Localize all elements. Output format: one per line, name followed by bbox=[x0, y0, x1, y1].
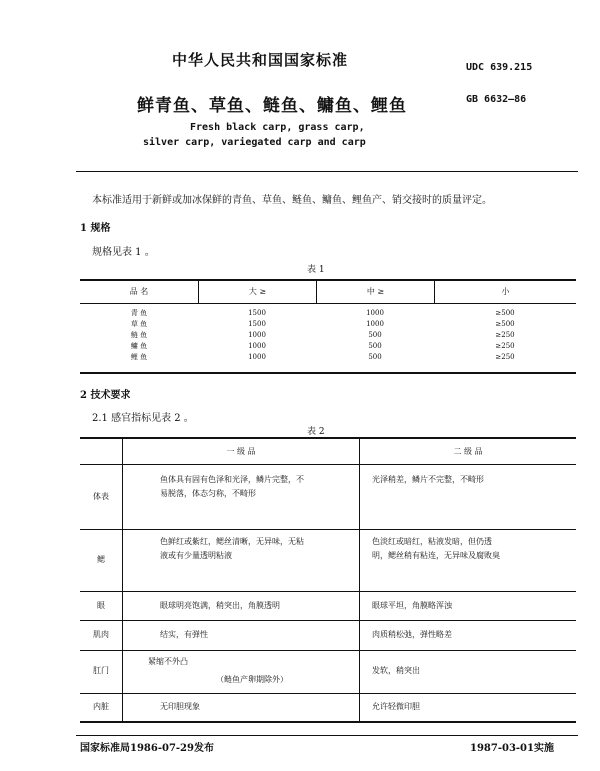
table2-hline bbox=[80, 464, 576, 465]
table2-hline bbox=[80, 650, 576, 651]
footer-effective: 1987-03-01实施 bbox=[470, 743, 554, 754]
section2-sub: 2.1 感官指标见表 2 。 bbox=[92, 413, 194, 424]
table1-bottom-rule bbox=[80, 372, 576, 374]
table-row bbox=[80, 351, 576, 362]
table2-top-rule bbox=[80, 437, 576, 439]
table1-cell: 500 bbox=[368, 341, 382, 350]
table2-grade1-text: 紧缩不外凸 bbox=[148, 657, 188, 666]
table1-top-rule bbox=[80, 279, 576, 281]
table2-item: 鳃 bbox=[97, 555, 105, 564]
gb-code: GB 6632—86 bbox=[466, 94, 527, 105]
table-row bbox=[80, 340, 576, 351]
table1-cell: 青 鱼 bbox=[130, 308, 148, 317]
table1-cell: 鳙 鱼 bbox=[130, 341, 148, 350]
table2-title: 表 2 bbox=[307, 427, 325, 437]
table2-item: 内脏 bbox=[93, 702, 109, 711]
table2-hline bbox=[80, 693, 576, 694]
table1-cell: 1000 bbox=[248, 352, 266, 361]
title-cn: 鲜青鱼、草鱼、鲢鱼、鳙鱼、鲤鱼 bbox=[137, 96, 407, 116]
table-row bbox=[80, 318, 576, 329]
table2-hline bbox=[80, 620, 576, 621]
table1-cell: 草 鱼 bbox=[130, 319, 148, 328]
table2-grade2-text: 光泽稍差，鳞片不完整，不畸形 bbox=[372, 475, 484, 484]
table2-item: 肛门 bbox=[93, 666, 109, 675]
table1-cell: 1000 bbox=[366, 319, 384, 328]
table1-cell: 500 bbox=[368, 330, 382, 339]
table2-hline bbox=[80, 591, 576, 592]
table1-cell: 1000 bbox=[248, 330, 266, 339]
table2-grade1-text: 无印胆现象 bbox=[160, 702, 200, 711]
table2-hline bbox=[80, 529, 576, 530]
table1-cell: ≥250 bbox=[495, 341, 515, 350]
table2-grade1-note: （鲢鱼产卵期除外） bbox=[216, 675, 288, 684]
table1-cell: 1000 bbox=[248, 341, 266, 350]
table1-cell: ≥500 bbox=[495, 319, 515, 328]
udc-code: UDC 639.215 bbox=[466, 62, 533, 73]
section1-text: 规格见表 1 。 bbox=[92, 247, 155, 258]
table1-header-rule bbox=[80, 303, 576, 304]
table-row bbox=[80, 307, 576, 318]
table2-grade2-text: 眼球平坦，角膜略浑浊 bbox=[372, 601, 452, 610]
title-en-line1: Fresh black carp, grass carp, bbox=[190, 122, 365, 133]
table2-grade1-text: 鱼体具有固有色泽和光泽，鳞片完整，不易脱落，体态匀称，不畸形 bbox=[160, 475, 304, 498]
table2-bottom-rule bbox=[80, 721, 576, 723]
table1-cell: 1000 bbox=[366, 308, 384, 317]
table1-cell: 鲢 鱼 bbox=[130, 330, 148, 339]
table2-grade1-text: 结实，有弹性 bbox=[160, 630, 208, 639]
footer-rule bbox=[76, 735, 578, 736]
table1-col-name: 品 名 bbox=[129, 287, 149, 296]
table1-cell: ≥500 bbox=[495, 308, 515, 317]
table1-cell: 500 bbox=[368, 352, 382, 361]
table1-cell: 1500 bbox=[248, 319, 266, 328]
table1-title: 表 1 bbox=[307, 265, 325, 275]
table2-grade2-text: 发软，稍突出 bbox=[372, 666, 420, 675]
table2-grade2-text: 色淡红或暗红，粘液发暗，但仍透明，鳃丝稍有粘连，无异味及腐败臭 bbox=[372, 537, 500, 560]
title-en-line2: silver carp, variegated carp and carp bbox=[143, 137, 366, 148]
table2-item: 体表 bbox=[93, 492, 109, 501]
table1-col-small: 小 bbox=[501, 287, 510, 296]
section1-heading: 1 规格 bbox=[80, 223, 111, 234]
table2-vline bbox=[359, 438, 360, 722]
table2-grade2-text: 允许轻微印胆 bbox=[372, 702, 420, 711]
footer-issued: 国家标准局1986-07-29发布 bbox=[80, 743, 214, 754]
table2-col-grade1: 一 级 品 bbox=[226, 447, 256, 456]
section2-heading: 2 技术要求 bbox=[80, 390, 131, 401]
standard-title: 中华人民共和国国家标准 bbox=[172, 51, 349, 69]
intro-text: 本标准适用于新鲜或加冰保鲜的青鱼、草鱼、鲢鱼、鳙鱼、鲤鱼产、销交接时的质量评定。 bbox=[92, 195, 492, 206]
table2-grade1-text: 眼球明亮饱满，稍突出，角膜透明 bbox=[160, 601, 280, 610]
table1-cell: ≥250 bbox=[495, 330, 515, 339]
table-row bbox=[80, 329, 576, 340]
table2-grade2-text: 肉质稍松弛，弹性略差 bbox=[372, 630, 452, 639]
table1-cell: ≥250 bbox=[495, 352, 515, 361]
table1-cell: 1500 bbox=[248, 308, 266, 317]
table2-item: 眼 bbox=[97, 601, 105, 610]
header-rule bbox=[76, 171, 578, 172]
table2-item: 肌肉 bbox=[93, 630, 109, 639]
table2-grade1-text: 色鲜红或紫红，鳃丝清晰，无异味，无粘液或有少量透明粘液 bbox=[160, 537, 304, 560]
table1-body bbox=[80, 307, 576, 362]
table2-col-grade2: 二 级 品 bbox=[453, 447, 483, 456]
table1-col-medium: 中 ≥ bbox=[366, 287, 385, 296]
table1-cell: 鲤 鱼 bbox=[130, 352, 148, 361]
table1-col-large: 大 ≥ bbox=[248, 287, 267, 296]
table2-vline bbox=[122, 438, 123, 722]
